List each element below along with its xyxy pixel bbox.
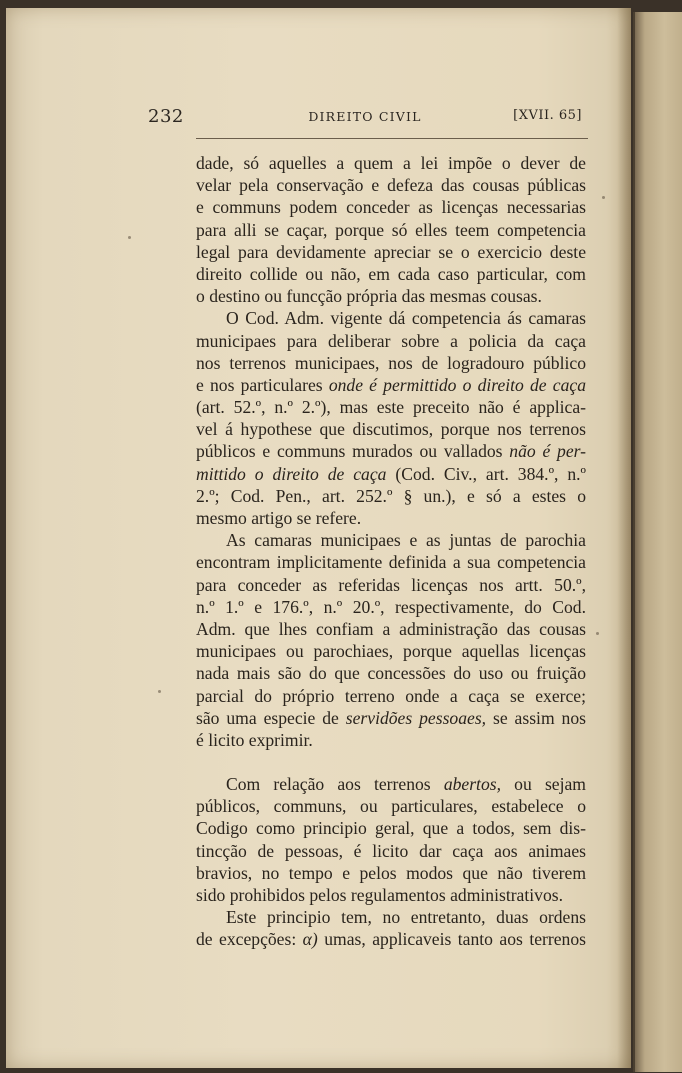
text-line [196, 817, 586, 839]
paragraph [196, 906, 586, 950]
section-reference: [XVII. 65] [513, 108, 582, 123]
text-line [196, 928, 586, 950]
text-run: nos terrenos municipaes, nos de logradouro público [196, 352, 586, 373]
italic-text: mittido o direito de caça [196, 463, 387, 484]
text-line [196, 174, 586, 196]
text-line [196, 596, 586, 618]
text-run: para alli se caçar, porque só elles teem competencia [196, 219, 586, 240]
text-run: n.º 1.º e 176.º, n.º 20.º, respectivamente, do Cod. [196, 596, 586, 617]
text-line [196, 352, 586, 374]
text-line [196, 263, 586, 285]
text-line [196, 241, 586, 263]
running-header [148, 106, 582, 128]
text-line [196, 773, 586, 795]
text-run: mesmo artigo se refere. [196, 508, 362, 528]
text-line [196, 307, 586, 329]
text-run: dade, só aquelles a quem a lei impõe o dever de [196, 153, 586, 173]
text-run: de excepções: [196, 929, 303, 950]
text-run: e communs podem conceder as licenças necessarias [196, 197, 586, 218]
text-run: velar pela conservação e defeza das cousas públicas [196, 175, 586, 196]
text-run: Com relação aos terrenos [226, 774, 444, 795]
paper-speck [602, 196, 605, 199]
text-line [196, 440, 586, 462]
text-run: municipaes ou parochiaes, porque aquellas licenças [196, 641, 586, 662]
text-run: As camaras municipaes e as juntas de parochia [226, 530, 586, 551]
body-text [196, 152, 586, 951]
text-line [196, 862, 586, 884]
text-line [196, 707, 586, 729]
text-run: o destino ou funcção própria das mesmas cousas. [196, 286, 542, 307]
italic-text: onde é permittido o direito de caça [328, 374, 586, 395]
text-run: umas, applicaveis tanto aos terrenos [317, 929, 586, 950]
running-title: DIREITO CIVIL [308, 109, 422, 124]
italic-text: α) [302, 929, 318, 950]
text-run: vel á hypothese que discutimos, porque nos terrenos [196, 419, 586, 440]
text-run: ou sejam [501, 774, 586, 795]
text-line [196, 507, 586, 529]
text-line [196, 418, 586, 440]
text-run: municipaes para deliberar sobre a policia da caça [196, 330, 586, 351]
text-line [196, 884, 586, 906]
text-run: encontram implicitamente definida a sua competencia [196, 552, 586, 573]
page-gutter-shadow [617, 8, 631, 1068]
text-run: direito collide ou não, em cada caso particular, com [196, 263, 586, 284]
text-line [196, 640, 586, 662]
paper-speck [596, 632, 599, 635]
text-run: e nos particulares [196, 374, 329, 395]
text-run: tincção de pessoas, é licito dar caça aos animaes [196, 840, 586, 861]
text-run: legal para devidamente apreciar se o exercicio deste [196, 241, 586, 262]
text-run: se assim nos [486, 707, 586, 728]
text-run: O Cod. Adm. vigente dá competencia ás camaras [226, 308, 586, 329]
text-run: (Cod. Civ., art. 384.º, n.º [386, 463, 586, 484]
text-line [196, 152, 586, 174]
paper-speck [158, 690, 161, 693]
text-run: (art. 52.º, n.º 2.º), mas este preceito não é applica- [196, 397, 586, 418]
text-line [196, 551, 586, 573]
italic-text: abertos, [443, 774, 501, 795]
text-run: Codigo como principio geral, que a todos, sem dis- [196, 818, 586, 839]
paragraph [196, 307, 586, 529]
text-run: públicos, communs, ou particulares, estabelece o [196, 796, 586, 817]
text-run: parcial do próprio terreno onde a caça se exerce; [196, 685, 586, 706]
text-run: Este principio tem, no entretanto, duas ordens [226, 907, 586, 928]
text-line [196, 463, 586, 485]
text-run: nada mais são do que concessões do uso ou fruição [196, 663, 586, 684]
paragraph [196, 152, 586, 307]
text-line [196, 662, 586, 684]
text-line [196, 618, 586, 640]
facing-page-edge [633, 12, 682, 1072]
italic-text: não é per- [509, 441, 586, 462]
text-line [196, 196, 586, 218]
paragraph [196, 773, 586, 906]
page-number: 232 [148, 106, 184, 127]
paragraph-gap [196, 751, 586, 773]
text-line [196, 529, 586, 551]
text-line [196, 396, 586, 418]
text-run: são uma especie de [196, 707, 346, 728]
text-run: para conceder as referidas licenças nos artt. 50.º, [196, 574, 586, 595]
paragraph [196, 529, 586, 751]
text-line [196, 795, 586, 817]
text-line [196, 840, 586, 862]
text-line [196, 685, 586, 707]
text-run: Adm. que lhes confiam a administração das cousas [196, 618, 586, 639]
text-line [196, 574, 586, 596]
text-line [196, 485, 586, 507]
text-line [196, 374, 586, 396]
text-run: bravios, no tempo e pelos modos que não tiverem [196, 862, 586, 883]
text-line [196, 330, 586, 352]
italic-text: servidões pessoaes, [345, 707, 487, 728]
text-run: é licito exprimir. [196, 729, 313, 750]
text-run: sido prohibidos pelos regulamentos administrativos. [196, 885, 563, 905]
text-line [196, 285, 586, 307]
text-line [196, 729, 586, 751]
paper-speck [128, 236, 131, 239]
header-rule [196, 138, 588, 139]
text-run: públicos e communs murados ou vallados [196, 441, 510, 462]
text-run: 2.º; Cod. Pen., art. 252.º § un.), e só a estes o [196, 485, 586, 506]
text-line [196, 906, 586, 928]
text-line [196, 219, 586, 241]
